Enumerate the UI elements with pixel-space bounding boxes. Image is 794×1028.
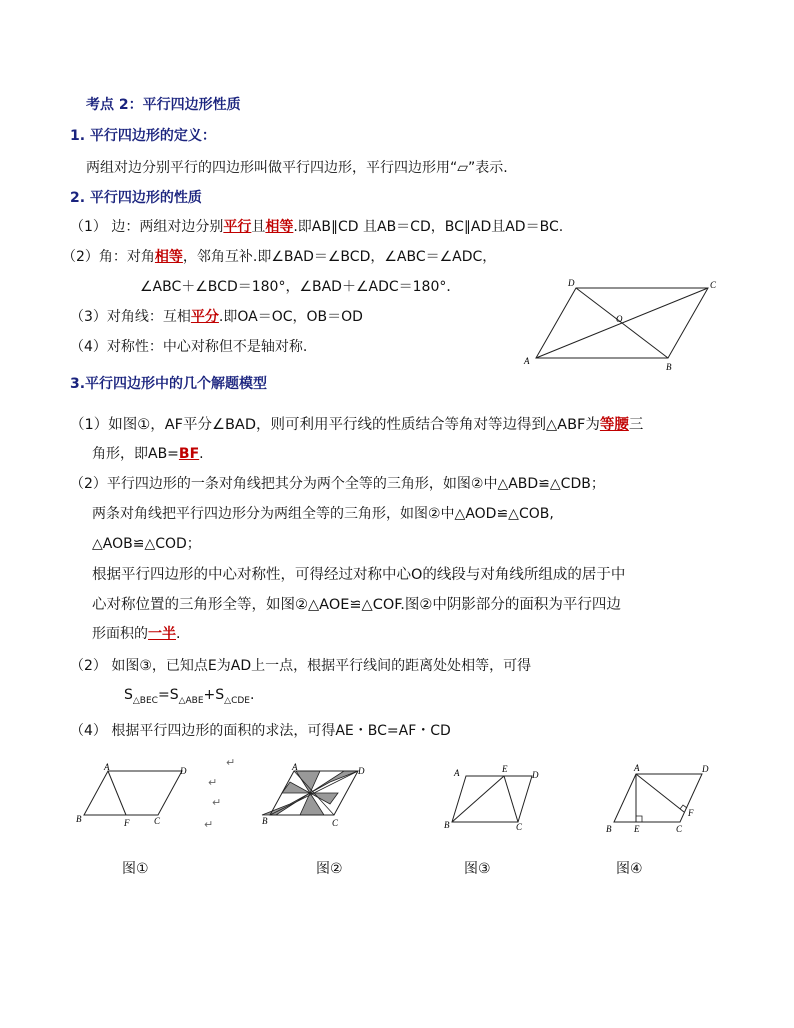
subscript: △ABE (178, 695, 204, 706)
label-e: E (634, 824, 640, 834)
keyword-equal: 相等 (154, 249, 183, 265)
model-2-line-6 (92, 623, 180, 643)
segment-ec (504, 776, 518, 822)
label-d: D (568, 278, 575, 288)
text: ，邻角互补.即∠BAD＝∠BCD，∠ABC＝∠ADC， (182, 249, 497, 265)
label-b: B (666, 362, 672, 372)
keyword-bisect: 平分 (190, 309, 219, 325)
model-4-line-1: （4） 根据平行四边形的面积的求法，可得AE・BC=AF・CD (70, 723, 451, 739)
model-2-line-3: △AOB≌△COD； (92, 536, 201, 552)
label-d: D (180, 766, 187, 776)
label-c: C (676, 824, 683, 834)
keyword-parallel: 平行 (223, 219, 252, 235)
figure-4 (604, 762, 714, 834)
label-c: C (332, 818, 339, 828)
definition-title: 1. 平行四边形的定义： (70, 128, 216, 144)
figure-4-caption: 图④ (616, 861, 643, 877)
segment-af (108, 771, 126, 815)
label-a: A (634, 763, 640, 773)
text: .即AB∥CD 且AB＝CD，BC∥AD且AD＝BC. (293, 219, 564, 235)
parallelogram-outline (84, 771, 182, 815)
text: =S (157, 687, 179, 703)
property-symmetry: （4）对称性：中心对称但不是轴对称. (70, 339, 308, 355)
figure-1-caption: 图① (122, 861, 149, 877)
property-diagonals (70, 306, 363, 326)
text: （1） 边：两组对边分别 (70, 219, 224, 235)
return-mark: ↵ (208, 776, 218, 789)
model-1-line-1 (70, 413, 643, 434)
figure-3 (442, 762, 552, 832)
label-f: F (124, 818, 130, 828)
parallelogram-outline (452, 776, 532, 822)
label-f: F (688, 808, 694, 818)
label-b: B (444, 820, 450, 830)
text: （2）角：对角 (62, 249, 155, 265)
label-c: C (154, 816, 161, 826)
subscript: △BEC (132, 695, 158, 706)
label-a: A (524, 356, 530, 366)
label-e: E (502, 764, 508, 774)
figure-3-caption: 图③ (464, 861, 491, 877)
figure-1 (74, 762, 194, 832)
property-angles-sum: ∠ABC＋∠BCD＝180°，∠BAD＋∠ADC＝180°． (140, 279, 461, 295)
label-d: D (358, 766, 365, 776)
text: 角形，即AB= (92, 446, 179, 462)
altitude-af (636, 774, 684, 812)
text: S (124, 687, 133, 703)
right-angle-mark (636, 816, 642, 822)
label-b: B (606, 824, 612, 834)
text: 形面积的 (92, 626, 148, 642)
model-2-line-4: 根据平行四边形的中心对称性，可得经过对称中心O的线段与对角线所组成的居于中 (92, 567, 626, 583)
text: .即OA＝OC，OB＝OD (218, 309, 363, 325)
text: . (250, 687, 255, 703)
return-mark: ↵ (226, 756, 236, 769)
keyword-equal: 相等 (265, 219, 294, 235)
label-d: D (702, 764, 709, 774)
segment-be (452, 776, 504, 822)
model-2-line-2: 两条对角线把平行四边形分为两组全等的三角形，如图②中△AOD≌△COB, (92, 506, 554, 522)
return-mark: ↵ (204, 818, 214, 831)
text: （3）对角线：互相 (70, 309, 191, 325)
model-2-line-5: 心对称位置的三角形全等，如图②△AOE≌△COF.图②中阴影部分的面积为平行四边 (92, 597, 621, 613)
section-heading: 考点 2：平行四边形性质 (86, 97, 241, 113)
keyword-half: 一半 (148, 626, 176, 642)
label-b: B (262, 816, 268, 826)
subscript: △CDE (224, 695, 250, 706)
label-a: A (104, 762, 110, 772)
properties-title: 2. 平行四边形的性质 (70, 190, 202, 206)
property-sides (70, 216, 563, 236)
label-a: A (292, 762, 298, 772)
model-3-formula (124, 687, 254, 706)
definition-body: 两组对边分别平行的四边形叫做平行四边形，平行四边形用“▱”表示. (86, 160, 508, 176)
text: . (176, 626, 181, 642)
figure-2 (260, 762, 380, 832)
model-1-line-2 (92, 443, 204, 463)
label-c: C (710, 280, 717, 290)
figure-2-caption: 图② (316, 861, 343, 877)
model-2-line-1: （2）平行四边形的一条对角线把其分为两个全等的三角形，如图②中△ABD≌△CDB； (70, 476, 605, 492)
property-angles (62, 246, 496, 266)
label-b: B (76, 814, 82, 824)
text: （1）如图①，AF平分∠BAD，则可利用平行线的性质结合等角对等边得到△ABF为 (70, 417, 600, 433)
keyword-isosceles: 等腰 (599, 417, 629, 433)
label-d: D (532, 770, 539, 780)
label-o: O (616, 314, 623, 324)
text: +S (203, 687, 225, 703)
text: 三 (628, 417, 644, 433)
keyword-bf: BF (178, 446, 200, 462)
return-mark: ↵ (212, 796, 222, 809)
parallelogram-figure (520, 278, 720, 374)
label-c: C (516, 822, 523, 832)
model-3-line-1: （2） 如图③，已知点E为AD上一点，根据平行线间的距离处处相等，可得 (70, 658, 532, 674)
label-a: A (454, 768, 460, 778)
text: . (199, 446, 204, 462)
models-title: 3.平行四边形中的几个解题模型 (70, 376, 268, 392)
text: 且 (251, 219, 266, 235)
